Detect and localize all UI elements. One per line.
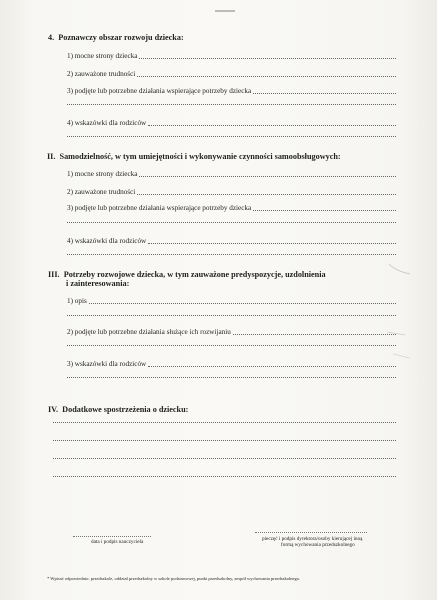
section-ii-item-3-label: 3) podjęte lub potrzebne działania wspierające potrzeby dziecka (67, 204, 252, 212)
section-4-item-1-line[interactable] (139, 50, 396, 59)
section-ii-title: II. Samodzielność, w tym umiejętności i wykonywanie czynności samoobsługowych: (47, 152, 341, 161)
section-iii-item-1-line[interactable] (89, 295, 396, 304)
section-4-item-4-row (67, 116, 396, 128)
section-ii-item-3-extra-line[interactable] (67, 222, 396, 223)
section-4-item-1-label: 1) mocne strony dziecka (67, 52, 138, 60)
section-4-item-2-line[interactable] (137, 68, 396, 77)
section-ii-item-1-row (67, 167, 396, 179)
section-4-item-3-line[interactable] (253, 85, 396, 94)
section-ii-item-4-extra-line[interactable] (67, 254, 396, 255)
section-iii-item-1-label: 1) opis (67, 297, 87, 305)
scan-mark-top (389, 264, 410, 274)
section-iii-title-line-1: III. Potrzeby rozwojowe dziecka, w tym zauważone predyspozycje, uzdolnienia (48, 270, 326, 279)
section-iii-item-3-row (67, 357, 396, 369)
director-signature-caption-line-1: pieczęć i podpis dyrektora/osoby kierującej inną (262, 536, 363, 542)
section-iv-line-4[interactable] (53, 476, 396, 477)
section-iii-item-1-extra-line[interactable] (67, 315, 396, 316)
section-4-item-3-row (67, 84, 396, 96)
scan-mark-middle (387, 332, 405, 335)
section-iii-title-line-2: i zainteresowania: (66, 279, 130, 288)
section-iv-line-2[interactable] (53, 440, 396, 441)
scan-mark-bottom (393, 354, 410, 358)
section-ii-item-1-line[interactable] (139, 168, 396, 177)
section-4-item-3-label: 3) podjęte lub potrzebne działania wspierające potrzeby dziecka (67, 87, 252, 95)
section-iv-line-1[interactable] (53, 422, 396, 423)
section-iii-item-3-label: 3) wskazówki dla rodziców (67, 360, 147, 368)
section-ii-item-3-row (67, 201, 396, 213)
section-iv-line-3[interactable] (53, 458, 396, 459)
section-ii-item-3-line[interactable] (253, 202, 396, 211)
section-iii-item-2-line[interactable] (233, 326, 396, 335)
section-ii-item-2-label: 2) zauważone trudności (67, 188, 136, 196)
section-4-item-2-label: 2) zauważone trudności (67, 70, 136, 78)
section-iii-item-2-row (67, 325, 396, 337)
director-signature-caption-line-2: formą wychowania przedszkolnego (281, 542, 355, 548)
section-ii-item-2-line[interactable] (137, 186, 396, 195)
section-4-item-4-line[interactable] (148, 117, 396, 126)
section-4-item-1-row (67, 49, 396, 61)
teacher-signature-caption: data i podpis nauczyciela (91, 539, 144, 545)
section-4-item-3-extra-line[interactable] (67, 104, 396, 105)
section-4-title: 4. Poznawczy obszar rozwoju dziecka: (48, 33, 184, 42)
section-iii-item-2-label: 2) podjęte lub potrzebne działania służące ich rozwijaniu (67, 328, 231, 336)
section-ii-item-1-label: 1) mocne strony dziecka (67, 170, 138, 178)
section-iii-item-3-extra-line[interactable] (67, 377, 396, 378)
page-top-mark (215, 10, 235, 12)
section-4-item-4-label: 4) wskazówki dla rodziców (67, 119, 147, 127)
section-ii-item-4-line[interactable] (148, 235, 396, 244)
section-ii-item-2-row (67, 185, 396, 197)
scan-mark-group (385, 262, 415, 362)
section-ii-item-4-label: 4) wskazówki dla rodziców (67, 237, 147, 245)
footnote: * Wpisać odpowiednio: przedszkole, oddział przedszkolny w szkole podstawowej, punkt przedszkolny, zespół wychowania przedszkolnego. (47, 576, 301, 581)
section-ii-item-4-row (67, 234, 396, 246)
section-iii-item-2-extra-line[interactable] (67, 345, 396, 346)
director-signature-line[interactable] (255, 532, 367, 533)
teacher-signature-line[interactable] (73, 536, 151, 537)
section-iii-item-1-row (67, 294, 396, 306)
section-iv-title: IV. Dodatkowe spostrzeżenia o dziecku: (48, 405, 189, 414)
section-4-item-2-row (67, 67, 396, 79)
section-4-item-4-extra-line[interactable] (67, 136, 396, 137)
section-iii-item-3-line[interactable] (148, 358, 396, 367)
